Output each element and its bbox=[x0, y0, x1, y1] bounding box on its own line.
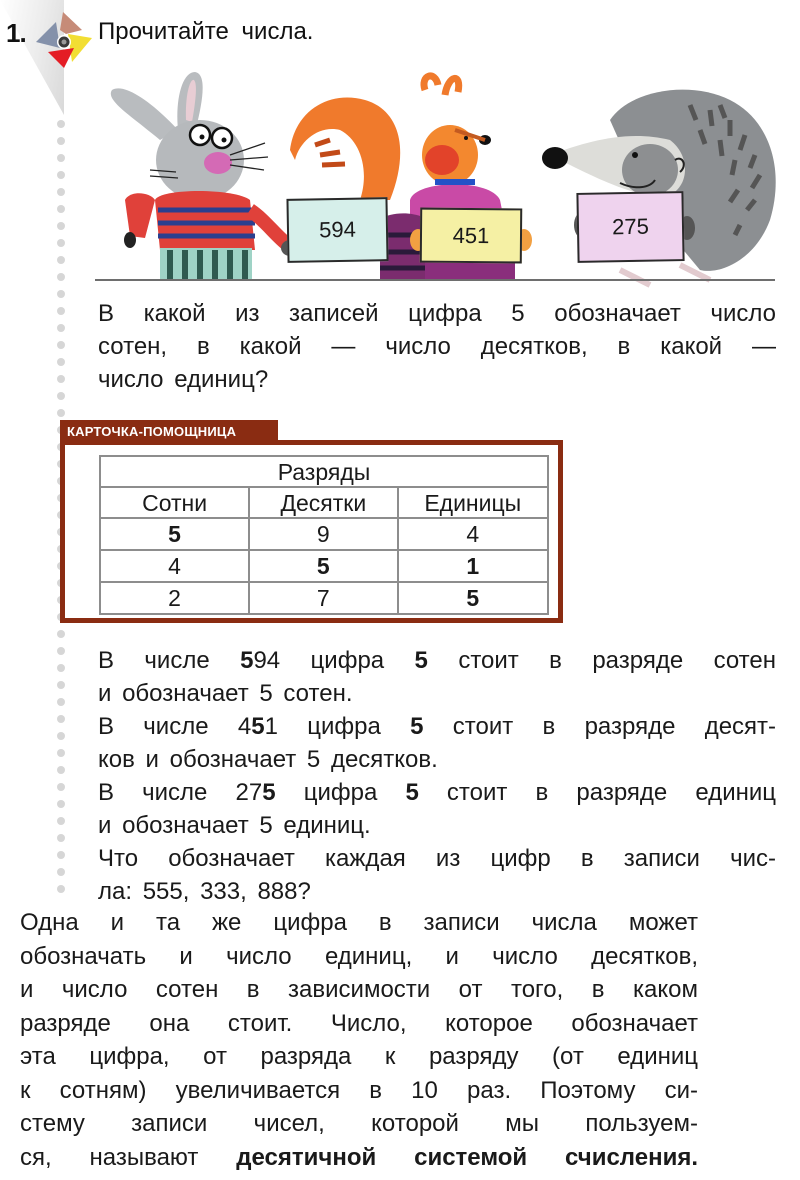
explanation-line: и обозначает 5 сотен. bbox=[98, 680, 353, 707]
explanations bbox=[98, 644, 776, 908]
text: цифра bbox=[307, 713, 381, 740]
explanation-line bbox=[98, 644, 776, 677]
table-cell: 4 bbox=[398, 518, 548, 550]
sign-451 bbox=[420, 208, 522, 264]
sign-number: 275 bbox=[611, 213, 650, 240]
digit-bold: 5 bbox=[405, 779, 419, 806]
text: В числе bbox=[98, 713, 209, 740]
column-header-tens: Десятки bbox=[249, 487, 397, 518]
table-cell: 1 bbox=[398, 550, 548, 582]
column-header-units: Единицы bbox=[398, 487, 548, 518]
text: В числе bbox=[98, 647, 210, 674]
table-cell: 5 bbox=[398, 582, 548, 614]
digit-bold: 5 bbox=[414, 647, 428, 674]
followup-line: Что обозначает каждая из цифр в записи чис- bbox=[98, 845, 776, 872]
table-cell: 5 bbox=[100, 518, 249, 550]
text: стоит в разряде единиц bbox=[446, 779, 777, 806]
rule-line: Одна и та же цифра в записи числа может bbox=[20, 909, 698, 936]
rule-line: к сотням) увеличивается в 10 раз. Поэтому си- bbox=[20, 1076, 698, 1104]
task-title: Прочитайте числа. bbox=[98, 18, 314, 45]
task-number: 1. bbox=[6, 18, 26, 48]
question-line: число единиц? bbox=[98, 366, 269, 393]
rule-line: эта цифра, от разряда к разряду (от единиц bbox=[20, 1043, 698, 1070]
rule-line: стему записи чисел, которой мы пользуем- bbox=[20, 1110, 698, 1137]
number-451: 451 bbox=[237, 713, 278, 740]
rule-line bbox=[20, 1141, 698, 1175]
table-row bbox=[100, 550, 548, 582]
sign-594 bbox=[286, 197, 388, 263]
table-row bbox=[100, 582, 548, 614]
number-594: 594 bbox=[240, 647, 281, 674]
rule-line: и число сотен в зависимости от того, в каком bbox=[20, 976, 698, 1003]
task-type-logo-icon bbox=[30, 8, 96, 70]
explanation-line bbox=[98, 776, 776, 809]
explanation-line: и обозначает 5 единиц. bbox=[98, 812, 371, 839]
question-line: сотен, в какой — число десятков, в какой — bbox=[98, 333, 776, 360]
sign-number: 594 bbox=[318, 216, 357, 243]
rule-line: разряде она стоит. Число, которое обозначает bbox=[20, 1009, 698, 1037]
sign-275 bbox=[576, 191, 684, 263]
text: ся, называют bbox=[20, 1143, 199, 1171]
ground-line bbox=[95, 279, 775, 281]
table-cell: 7 bbox=[249, 582, 397, 614]
column-header-hundreds: Сотни bbox=[100, 487, 249, 518]
rule-line: обозначать и число единиц, и число десятков, bbox=[20, 942, 698, 970]
text: В числе bbox=[98, 779, 208, 806]
table-cell: 4 bbox=[100, 550, 249, 582]
question-text bbox=[98, 297, 776, 396]
explanation-line: ков и обозначает 5 десятков. bbox=[98, 746, 438, 773]
number-275: 275 bbox=[235, 779, 276, 806]
text: цифра bbox=[310, 647, 385, 674]
illustration-animals bbox=[90, 60, 790, 290]
table-cell: 9 bbox=[249, 518, 397, 550]
sign-number: 451 bbox=[452, 222, 490, 248]
table-row bbox=[100, 518, 548, 550]
followup-line: ла: 555, 333, 888? bbox=[98, 878, 311, 905]
rabbit-figure bbox=[111, 72, 299, 280]
rule-text bbox=[20, 906, 698, 1174]
table-cell: 2 bbox=[100, 582, 249, 614]
text: цифра bbox=[303, 779, 378, 806]
table-title: Разряды bbox=[100, 456, 548, 487]
helper-card-tab: КАРТОЧКА-ПОМОЩНИЦА bbox=[60, 420, 278, 442]
place-value-table bbox=[99, 455, 549, 615]
text: стоит в разряде десят- bbox=[452, 713, 777, 740]
digit-bold: 5 bbox=[410, 713, 424, 740]
question-line: В какой из записей цифра 5 обозначает число bbox=[98, 300, 776, 327]
text: стоит в разряде сотен bbox=[458, 647, 777, 674]
explanation-line bbox=[98, 710, 776, 743]
table-cell: 5 bbox=[249, 550, 397, 582]
term-decimal-system: десятичной системой счисления. bbox=[236, 1143, 698, 1171]
